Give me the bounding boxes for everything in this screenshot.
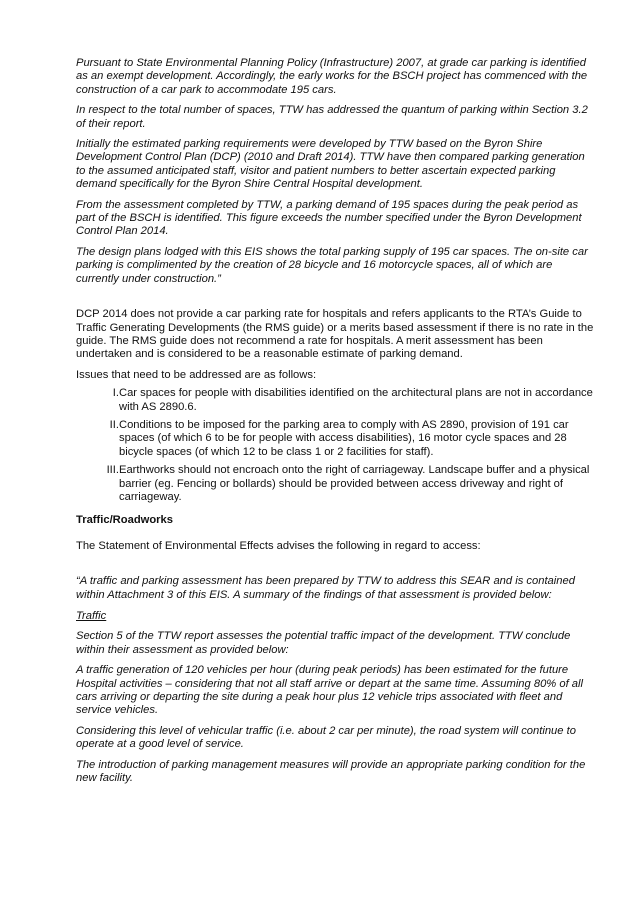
- quoted-paragraph: A traffic generation of 120 vehicles per hour (during peak periods) has been estimated for the future Hospital activities – considering that not all staff arrive or depart at the same time. Assuming 80% of all cars arriving or departing the site during a peak hour plus 12 vehicle trips associated with fleet and service vehicles.: [76, 664, 583, 717]
- quoted-paragraph: The design plans lodged with this EIS shows the total parking supply of 195 car spaces. The on-site car parking is complimented by the creation of 28 bicycle and 16 motorcycle spaces, all of which are currently under construction.”: [76, 245, 588, 285]
- list-item-number: II.: [109, 418, 119, 431]
- quoted-paragraph: Initially the estimated parking requirements were developed by TTW based on the Byron Shire Development Control Plan (DCP) (2010 and Draft 2014). TTW have then compared parking generation to the assumed anticipated staff, visitor and patient numbers to better ascertain expected parking demand specifically for the Byron Shire Central Hospital development.: [76, 138, 585, 191]
- list-item: [76, 419, 596, 459]
- list-item-text: Car spaces for people with disabilities identified on the architectural plans are not in accordance with AS 2890.6.: [119, 387, 593, 413]
- dcp-paragraph: DCP 2014 does not provide a car parking rate for hospitals and refers applicants to the RTA’s Guide to Traffic Generating Developments (the RMS guide) or a merits based assessment if there is no rate in the guide. The RMS guide does not recommend a rate for hospitals. A merit assessment has been undertaken and is considered to be a reasonable estimate of parking demand.: [76, 308, 594, 361]
- see-intro: The Statement of Environmental Effects advises the following in regard to access:: [76, 539, 481, 552]
- list-item: [76, 387, 596, 414]
- quoted-paragraph: Section 5 of the TTW report assesses the potential traffic impact of the development. TTW conclude within their assessment as provided below:: [76, 630, 571, 656]
- quoted-paragraph: Pursuant to State Environmental Planning Policy (Infrastructure) 2007, at grade car parking is identified as an exempt development. Accordingly, the early works for the BSCH project has commenced with the construction of a car park to accommodate 195 cars.: [76, 57, 588, 96]
- list-item-number: I.: [112, 387, 119, 400]
- quote-intro: “A traffic and parking assessment has been prepared by TTW to address this SEAR and is contained within Attachment 3 of this EIS. A summary of the findings of that assessment is provided below:: [76, 575, 575, 601]
- quoted-paragraph: From the assessment completed by TTW, a parking demand of 195 spaces during the peak period as part of the BSCH is identified. This figure exceeds the number specified under the Byron Development Control Plan 2014.: [76, 198, 582, 238]
- document-page: [76, 57, 596, 785]
- list-item-number: III.: [106, 464, 119, 477]
- traffic-subheading: Traffic: [76, 610, 107, 622]
- issues-intro: Issues that need to be addressed are as follows:: [76, 368, 317, 381]
- list-item: [76, 464, 596, 504]
- list-item-text: Earthworks should not encroach onto the right of carriageway. Landscape buffer and a physical barrier (eg. Fencing or bollards) should be provided between access driveway and right of carriageway.: [119, 464, 590, 503]
- list-item-text: Conditions to be imposed for the parking area to comply with AS 2890, provision of 191 car spaces (of which 6 to be for people with access disabilities), 16 motor cycle spaces and 28 bicycle spaces (of which 12 to be class 1 or 2 facilities for staff).: [119, 418, 569, 458]
- issues-list: [76, 387, 596, 504]
- quoted-paragraph: In respect to the total number of spaces, TTW has addressed the quantum of parking within Section 3.2 of their report.: [76, 104, 588, 130]
- quoted-paragraph: Considering this level of vehicular traffic (i.e. about 2 car per minute), the road system will continue to operate at a good level of service.: [76, 724, 576, 751]
- section-heading: Traffic/Roadworks: [76, 514, 173, 527]
- quoted-paragraph: The introduction of parking management measures will provide an appropriate parking condition for the new facility.: [76, 758, 586, 785]
